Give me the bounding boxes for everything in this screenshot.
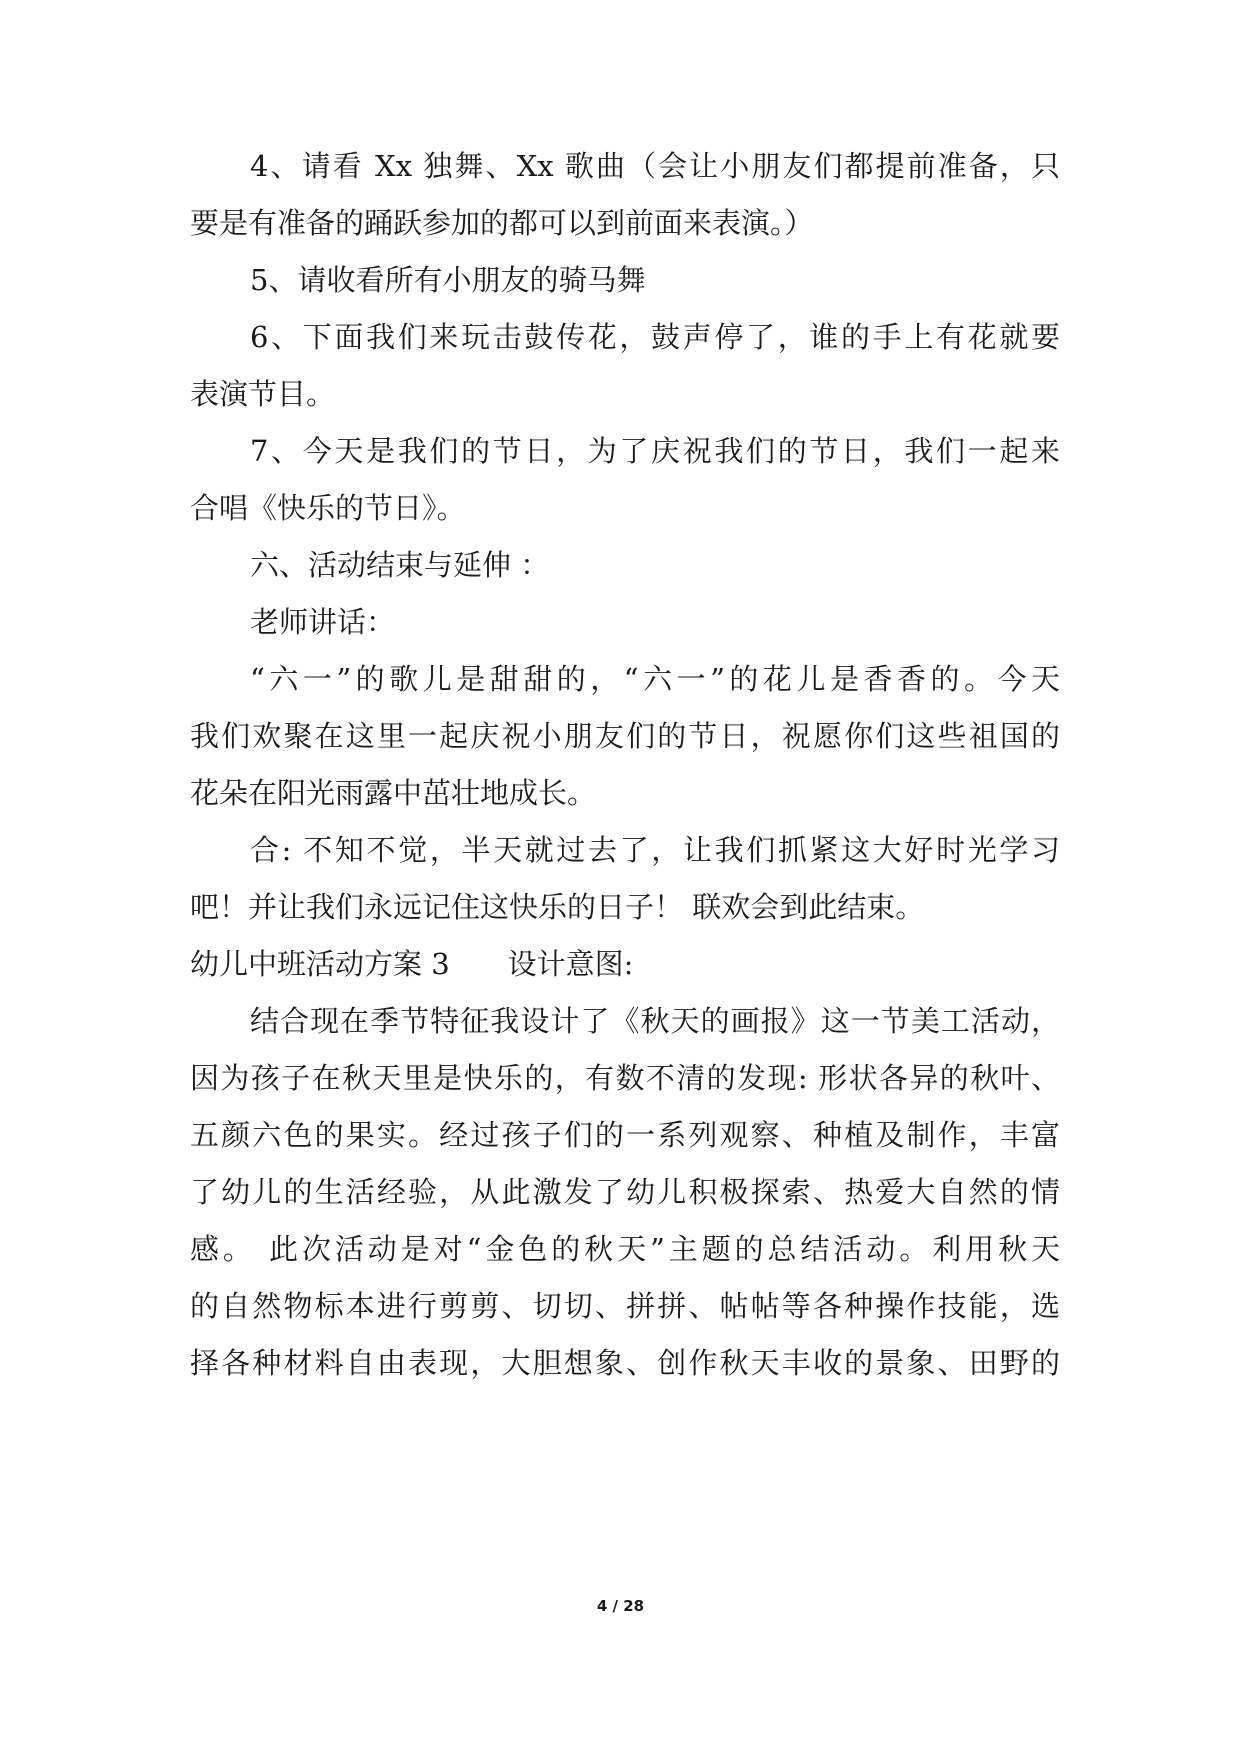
paragraph-line: 表演节目。 [190, 377, 336, 411]
paragraph-line: 合: 不知不觉，半天就过去了，让我们抓紧这大好时光学习 [250, 833, 1060, 867]
paragraph-line: 结合现在季节特征我设计了《秋天的画报》这一节美工活动， [250, 1004, 1060, 1038]
paragraph-line: 5、请收看所有小朋友的骑马舞 [250, 263, 646, 297]
paragraph-line: 要是有准备的踊跃参加的都可以到前面来表演。） [190, 206, 814, 240]
paragraph-line: 的自然物标本进行剪剪、切切、拼拼、帖帖等各种操作技能，选 [190, 1289, 1060, 1323]
paragraph-line: 择各种材料自由表现，大胆想象、创作秋天丰收的景象、田野的 [190, 1346, 1060, 1380]
paragraph-line: 6、下面我们来玩击鼓传花，鼓声停了，谁的手上有花就要 [250, 320, 1060, 354]
paragraph-line: 7、今天是我们的节日，为了庆祝我们的节日，我们一起来 [250, 434, 1060, 468]
paragraph-line: 感。 此次活动是对“金色的秋天”主题的总结活动。利用秋天 [190, 1232, 1060, 1266]
paragraph-line: 花朵在阳光雨露中茁壮地成长。 [190, 776, 597, 810]
section-heading: 幼儿中班活动方案 3 设计意图: [190, 947, 634, 981]
page-number: 4 / 28 [596, 1597, 645, 1615]
paragraph-line: 了幼儿的生活经验，从此激发了幼儿积极探索、热爱大自然的情 [190, 1175, 1060, 1209]
paragraph-line: 老师讲话： [250, 605, 396, 639]
paragraph-line: 合唱《快乐的节日》。 [190, 491, 466, 525]
paragraph-line: 我们欢聚在这里一起庆祝小朋友们的节日，祝愿你们这些祖国的 [190, 719, 1060, 753]
paragraph-line: 4、请看 Xx 独舞、Xx 歌曲（会让小朋友们都提前准备，只 [250, 149, 1060, 183]
paragraph-line: 五颜六色的果实。经过孩子们的一系列观察、种植及制作，丰富 [190, 1118, 1060, 1152]
paragraph-line: “六一”的歌儿是甜甜的，“六一”的花儿是香香的。今天 [250, 662, 1060, 696]
paragraph-line: 因为孩子在秋天里是快乐的，有数不清的发现: 形状各异的秋叶、 [190, 1061, 1060, 1095]
section-heading: 六、活动结束与延伸 ： [250, 548, 550, 582]
paragraph-line: 吧！并让我们永远记住这快乐的日子！ 联欢会到此结束。 [190, 890, 925, 924]
